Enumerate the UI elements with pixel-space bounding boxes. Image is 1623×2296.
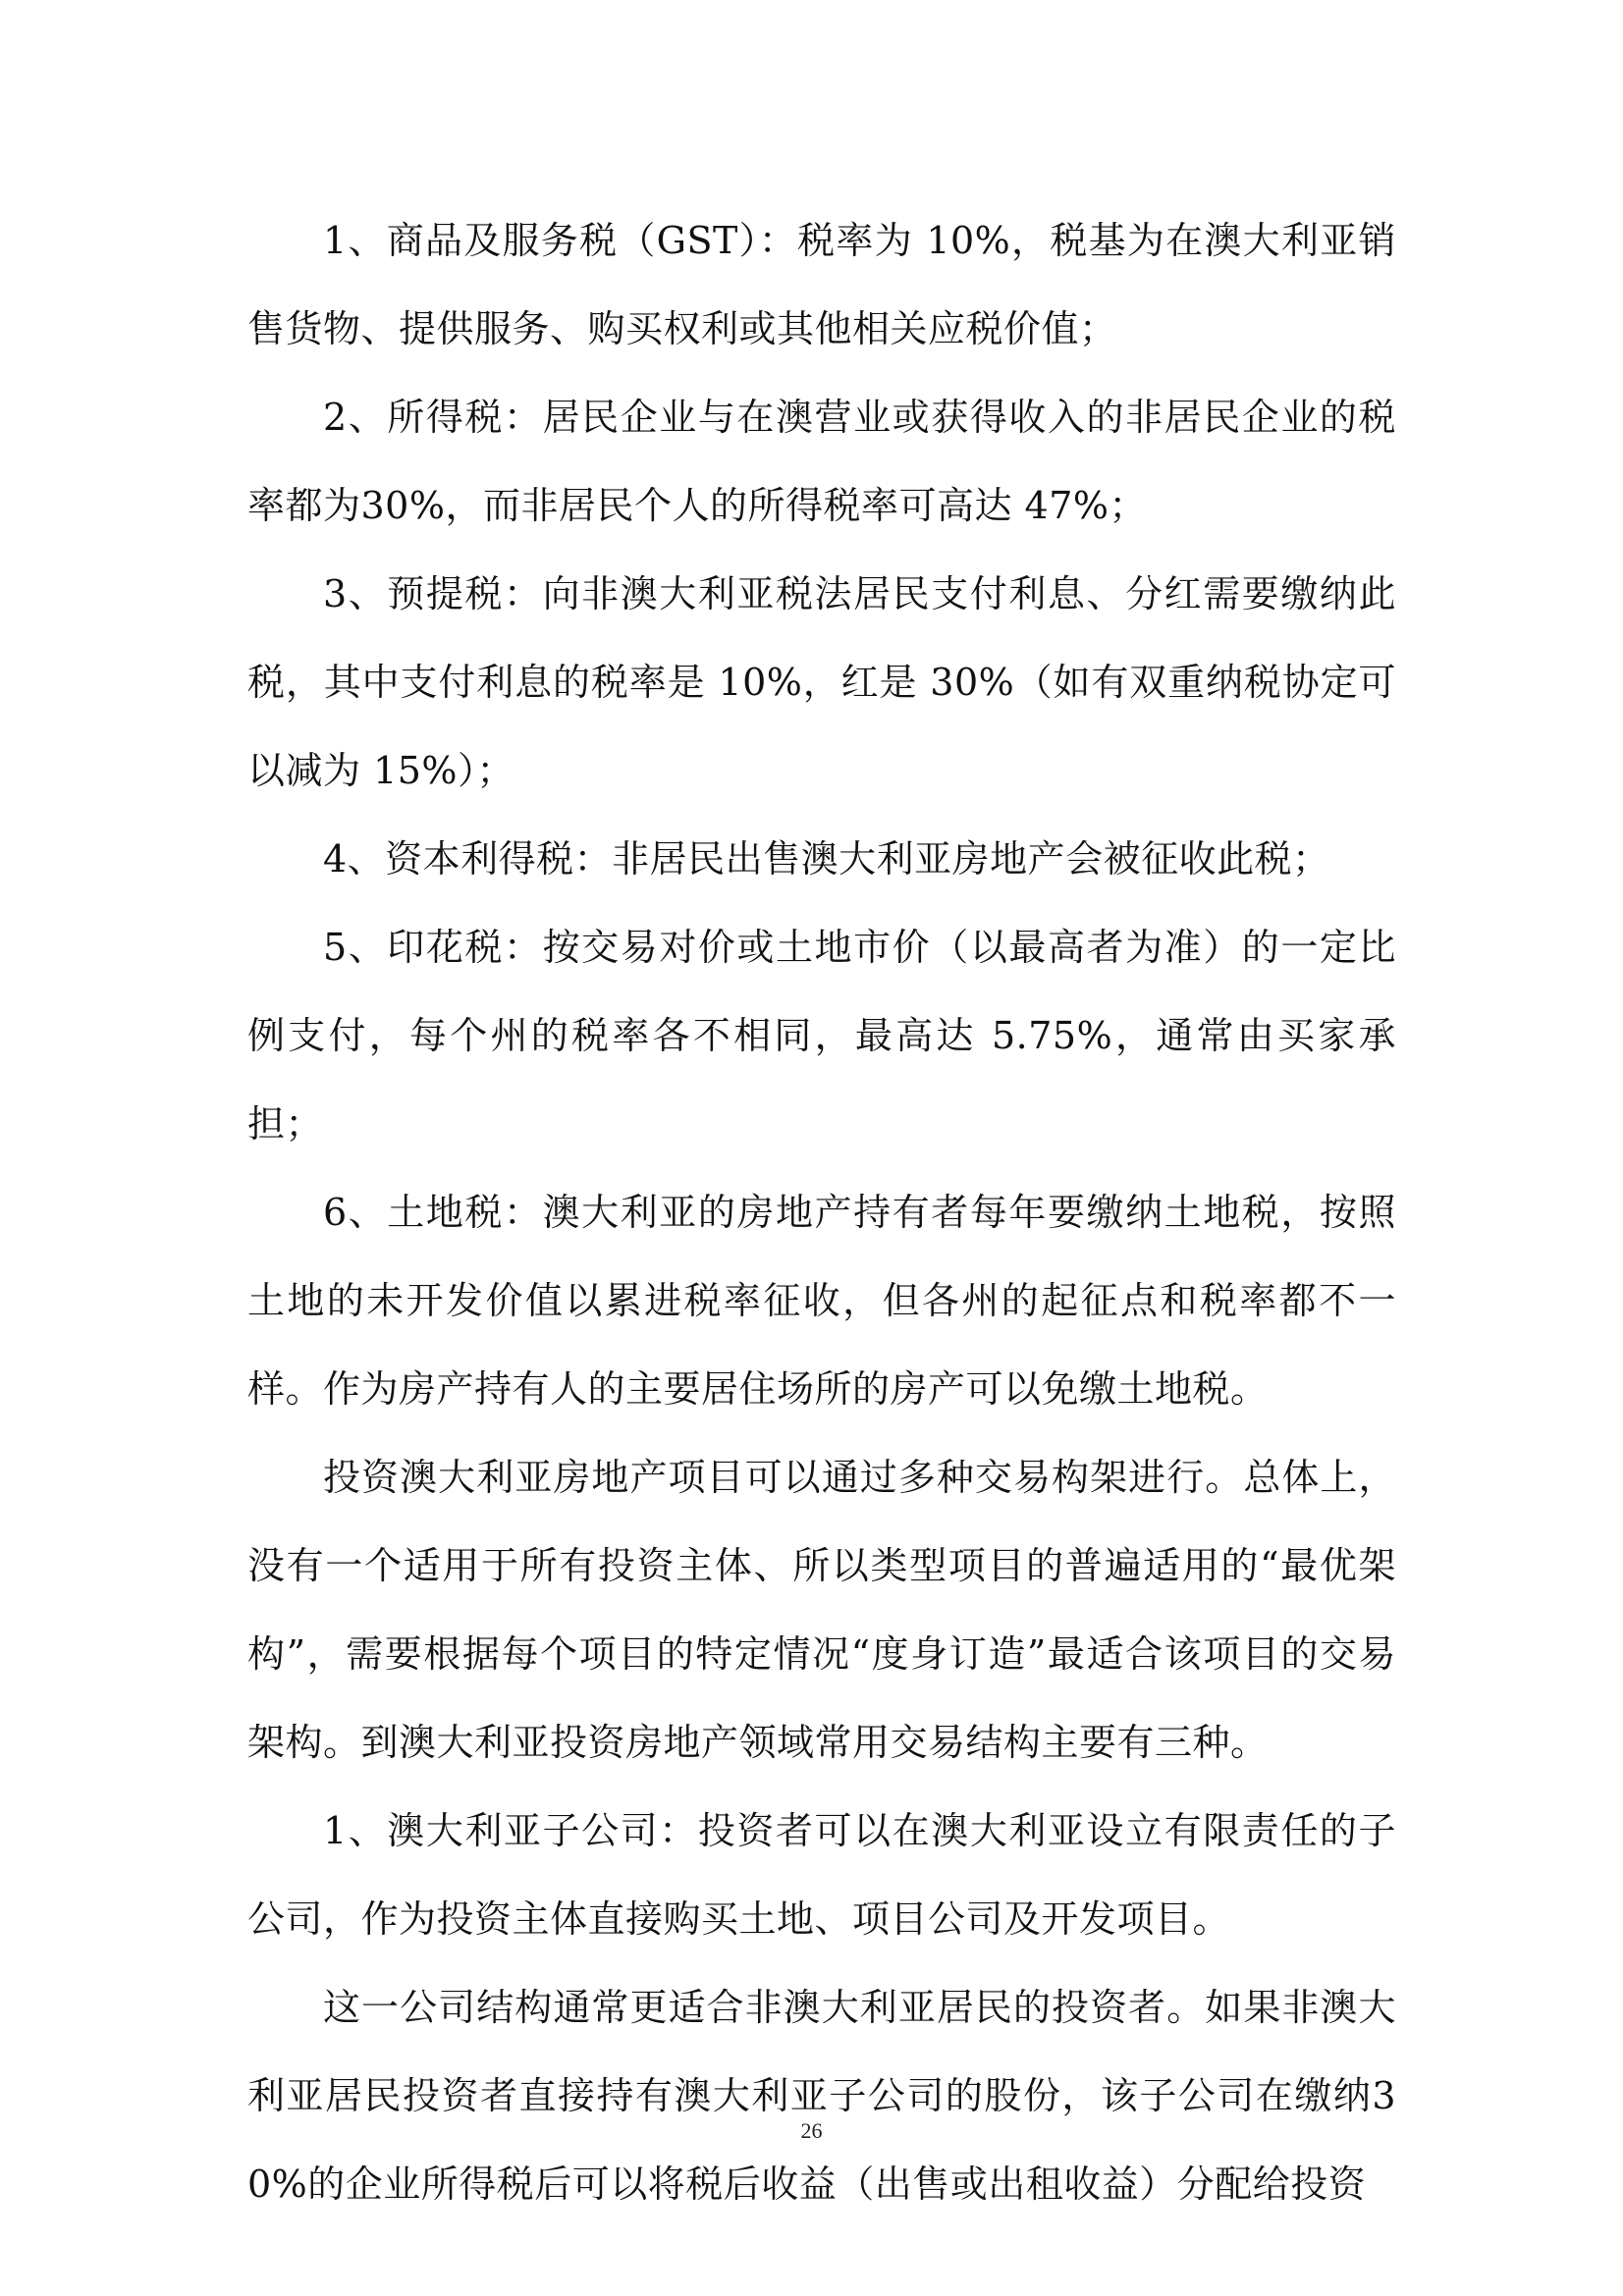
document-body (247, 196, 1396, 2228)
paragraph-income-tax: 2、所得税：居民企业与在澳营业或获得收入的非居民企业的税率都为30%，而非居民个人的所得税率可高达 47%； (247, 396, 1396, 527)
paragraph-subsidiary: 1、澳大利亚子公司：投资者可以在澳大利亚设立有限责任的子公司，作为投资主体直接购买土地、项目公司及开发项目。 (247, 1809, 1396, 1941)
paragraph-withholding-tax: 3、预提税：向非澳大利亚税法居民支付利息、分红需要缴纳此税，其中支付利息的税率是 10%，红是 30%（如有双重纳税协定可以减为 15%）； (247, 572, 1396, 792)
paragraph-stamp-duty: 5、印花税：按交易对价或土地市价（以最高者为准）的一定比例支付，每个州的税率各不相同，最高达 5.75%，通常由买家承担； (247, 926, 1396, 1146)
paragraph-structures-intro: 投资澳大利亚房地产项目可以通过多种交易构架进行。总体上，没有一个适用于所有投资主体、所以类型项目的普遍适用的“最优架构”，需要根据每个项目的特定情况“度身订造”最适合该项目的交易架构。到澳大利亚投资房地产领域常用交易结构主要有三种。 (247, 1456, 1396, 1764)
page-number: 26 (800, 2118, 823, 2143)
paragraph-gst: 1、商品及服务税（GST）：税率为 10%，税基为在澳大利亚销售货物、提供服务、购买权利或其他相关应税价值； (247, 219, 1396, 350)
paragraph-subsidiary-detail: 这一公司结构通常更适合非澳大利亚居民的投资者。如果非澳大利亚居民投资者直接持有澳大利亚子公司的股份，该子公司在缴纳30%的企业所得税后可以将税后收益（出售或出租收益）分配给投资 (247, 1986, 1396, 2206)
paragraph-land-tax: 6、土地税：澳大利亚的房地产持有者每年要缴纳土地税，按照土地的未开发价值以累进税率征收，但各州的起征点和税率都不一样。作为房产持有人的主要居住场所的房产可以免缴土地税。 (247, 1191, 1396, 1411)
paragraph-capital-gains-tax: 4、资本利得税：非居民出售澳大利亚房地产会被征收此税； (323, 837, 1330, 881)
